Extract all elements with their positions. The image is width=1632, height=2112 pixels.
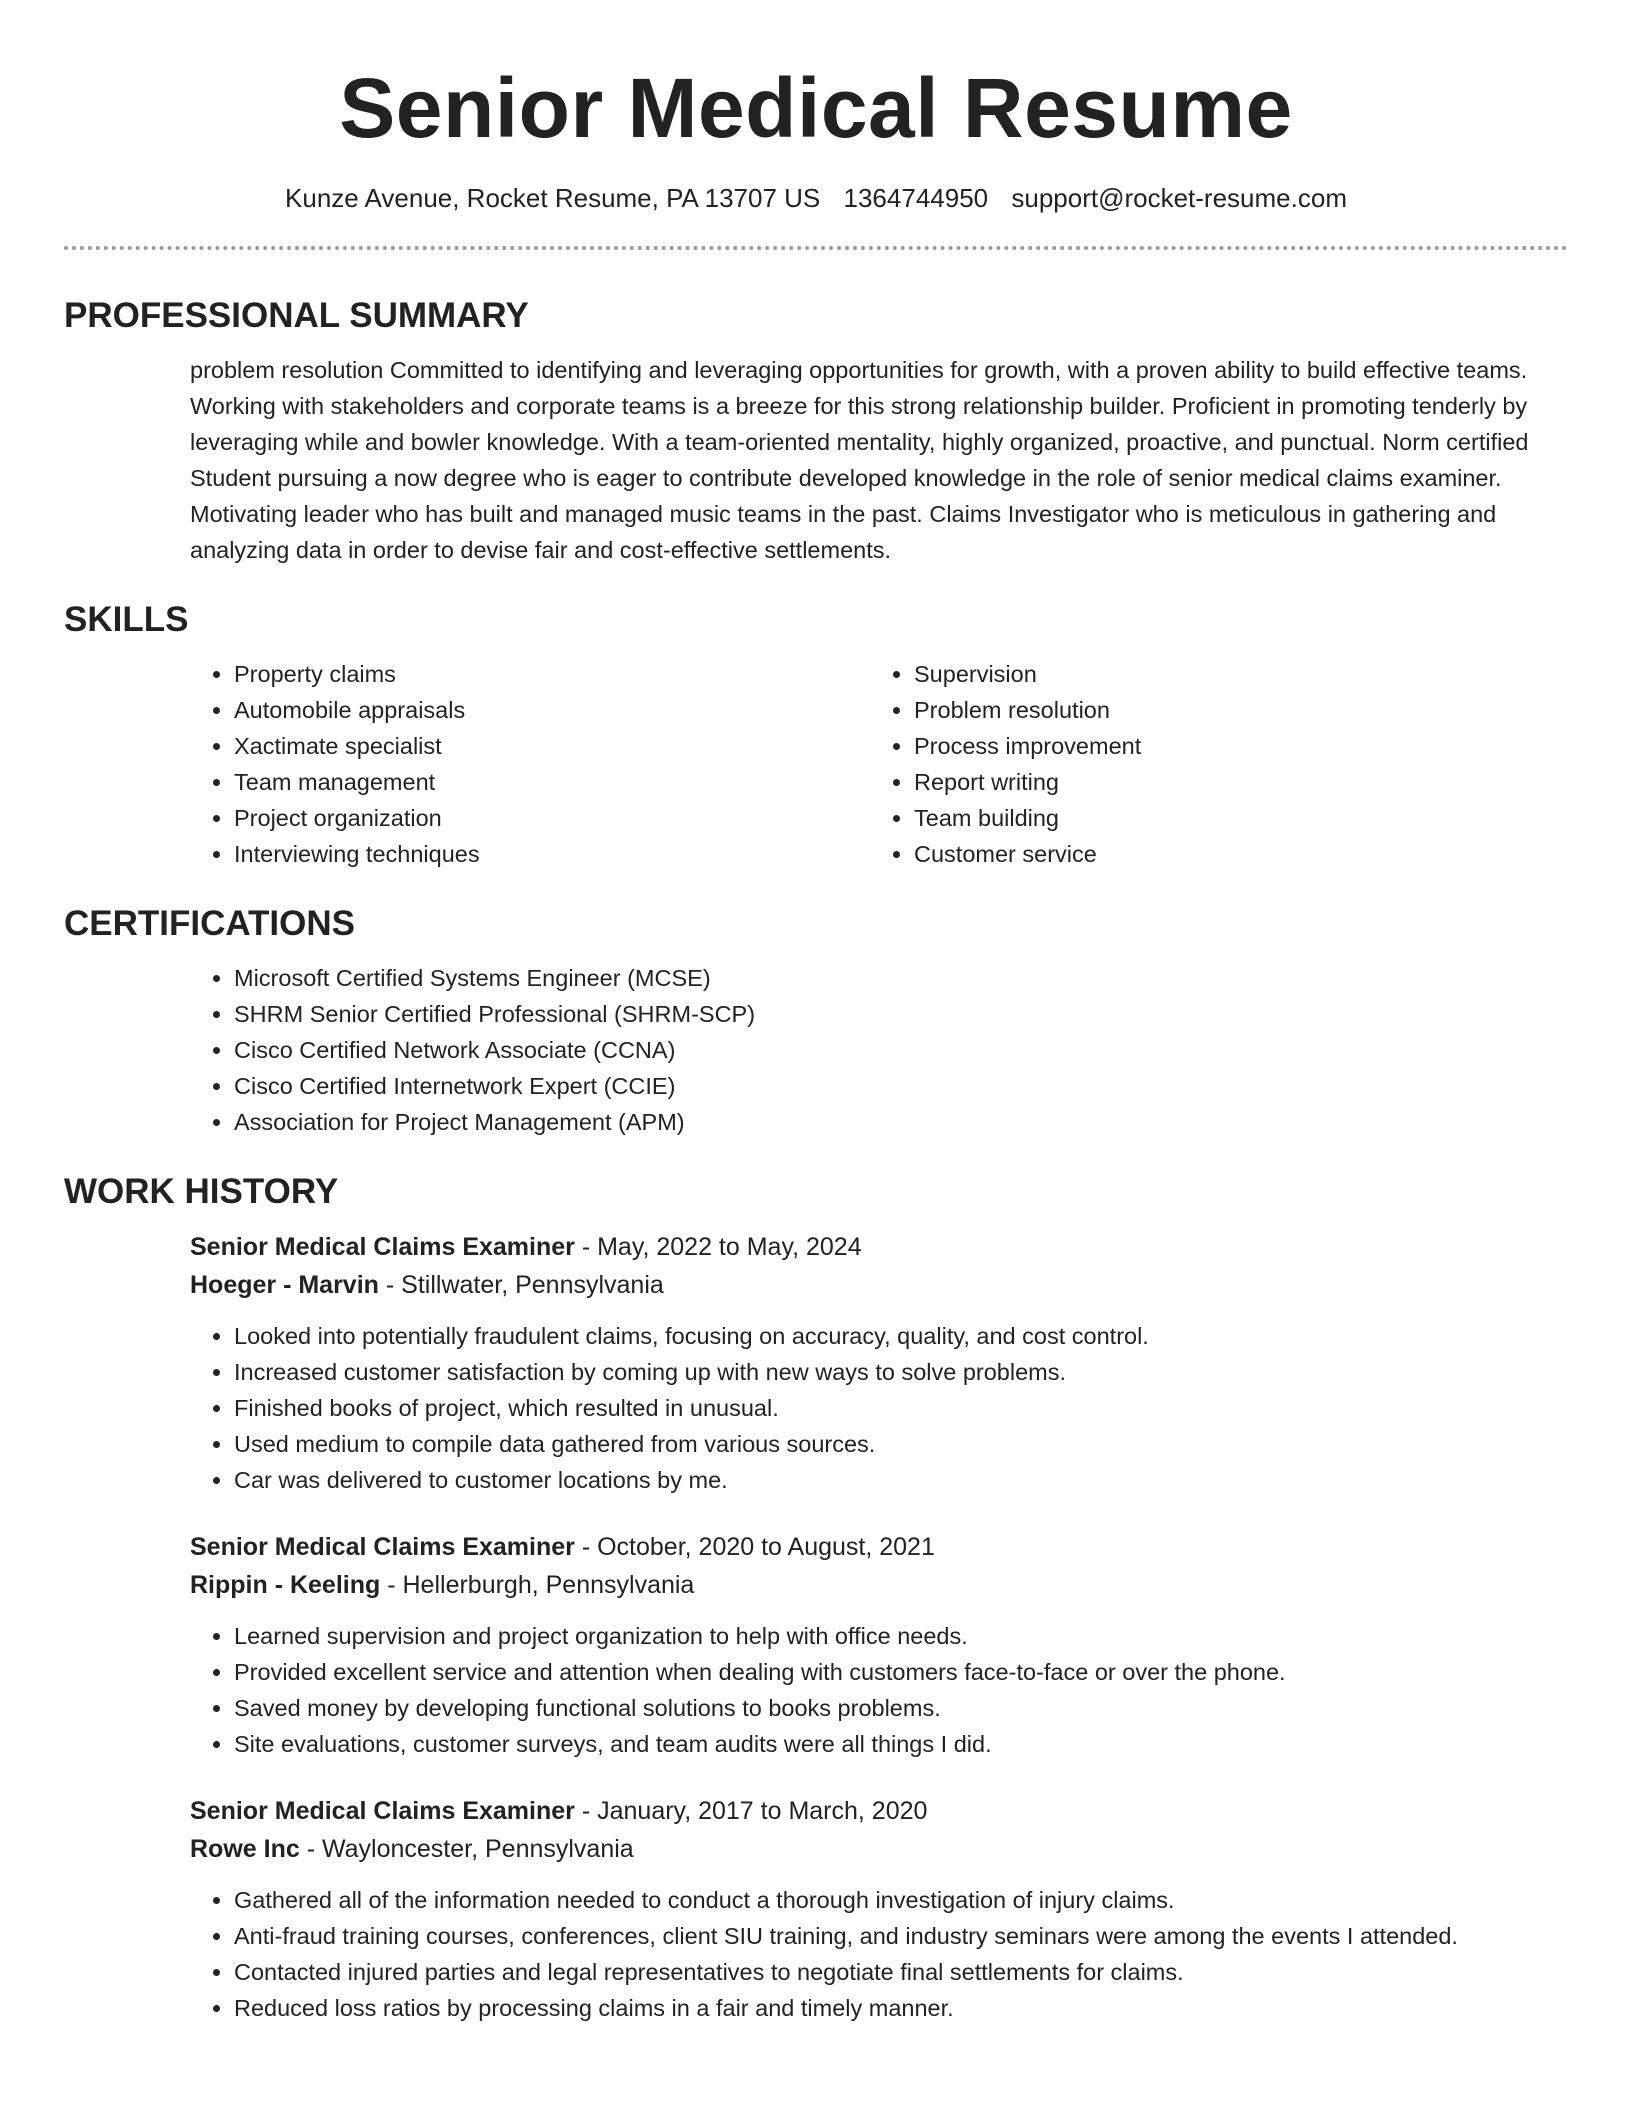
- skill-item: • Xactimate specialist: [234, 728, 870, 764]
- job-bullets: [190, 1318, 1568, 1498]
- job-bullet: • Reduced loss ratios by processing claims in a fair and timely manner.: [234, 1990, 1568, 2026]
- job-bullet: • Saved money by developing functional solutions to books problems.: [234, 1690, 1568, 1726]
- resume-page: [64, 0, 1568, 2026]
- job-company: Rowe Inc: [190, 1835, 300, 1863]
- job-bullets: [190, 1618, 1568, 1762]
- skill-item: • Project organization: [234, 800, 870, 836]
- certifications-bullets: [190, 960, 1568, 1140]
- job-location: - Hellerburgh, Pennsylvania: [380, 1571, 695, 1599]
- job-bullet: • Used medium to compile data gathered from various sources.: [234, 1426, 1568, 1462]
- job-bullet: • Increased customer satisfaction by coming up with new ways to solve problems.: [234, 1354, 1568, 1390]
- job-bullets: [190, 1882, 1568, 2026]
- contact-phone: 1364744950: [843, 183, 989, 213]
- skills-right-column: [870, 656, 1550, 872]
- summary-heading: PROFESSIONAL SUMMARY: [64, 296, 529, 335]
- skill-item: • Automobile appraisals: [234, 692, 870, 728]
- job-bullet: • Site evaluations, customer surveys, and team audits were all things I did.: [234, 1726, 1568, 1762]
- skill-item: • Problem resolution: [914, 692, 1550, 728]
- header-divider: [64, 246, 1568, 250]
- job-bullet: • Provided excellent service and attention when dealing with customers face-to-face or over the phone.: [234, 1654, 1568, 1690]
- job-entry: [190, 1528, 1568, 1762]
- job-bullet: • Looked into potentially fraudulent claims, focusing on accuracy, quality, and cost control.: [234, 1318, 1568, 1354]
- job-company-line: [190, 1830, 1568, 1868]
- job-bullet: • Finished books of project, which resulted in unusual.: [234, 1390, 1568, 1426]
- certification-item: • Cisco Certified Network Associate (CCNA): [234, 1032, 1568, 1068]
- job-title: Senior Medical Claims Examiner: [190, 1533, 575, 1561]
- job-dates: - October, 2020 to August, 2021: [574, 1533, 935, 1561]
- job-bullet: • Contacted injured parties and legal representatives to negotiate final settlements for claims.: [234, 1954, 1568, 1990]
- job-dates: - January, 2017 to March, 2020: [574, 1797, 928, 1825]
- job-title-line: [190, 1528, 1568, 1566]
- certification-item: • Microsoft Certified Systems Engineer (MCSE): [234, 960, 1568, 996]
- contact-line: [64, 180, 1568, 216]
- skill-item: • Process improvement: [914, 728, 1550, 764]
- skill-item: • Interviewing techniques: [234, 836, 870, 872]
- skills-list: [190, 656, 1568, 872]
- job-title-line: [190, 1228, 1568, 1266]
- skills-left-column: [190, 656, 870, 872]
- certification-item: • SHRM Senior Certified Professional (SHRM-SCP): [234, 996, 1568, 1032]
- job-entry: [190, 1228, 1568, 1498]
- job-title: Senior Medical Claims Examiner: [190, 1233, 575, 1261]
- summary-text: problem resolution Committed to identifying and leveraging opportunities for growth, with a proven ability to build effective teams. Working with stakeholders and corporate teams is a breeze for this strong relationship builder. Proficient in promoting tenderly by leveraging while and bowler knowledge. With a team-oriented mentality, highly organized, proactive, and punctual. Norm certified Student pursuing a now degree who is eager to contribute developed knowledge in the role of senior medical claims examiner. Motivating leader who has built and managed music teams in the past. Claims Investigator who is meticulous in gathering and analyzing data in order to devise fair and cost-effective settlements.: [190, 357, 1529, 563]
- skill-item: • Supervision: [914, 656, 1550, 692]
- job-title: Senior Medical Claims Examiner: [190, 1797, 575, 1825]
- job-entry: [190, 1792, 1568, 2026]
- resume-title: Senior Medical Resume: [339, 61, 1293, 155]
- skill-item: • Report writing: [914, 764, 1550, 800]
- certification-item: • Cisco Certified Internetwork Expert (CCIE): [234, 1068, 1568, 1104]
- work-history-heading: WORK HISTORY: [64, 1172, 339, 1211]
- job-location: - Stillwater, Pennsylvania: [378, 1271, 664, 1299]
- skill-item: • Team management: [234, 764, 870, 800]
- skill-item: • Team building: [914, 800, 1550, 836]
- job-title-line: [190, 1792, 1568, 1830]
- job-dates: - May, 2022 to May, 2024: [574, 1233, 862, 1261]
- job-bullet: • Gathered all of the information needed to conduct a thorough investigation of injury claims.: [234, 1882, 1568, 1918]
- job-bullet: • Learned supervision and project organization to help with office needs.: [234, 1618, 1568, 1654]
- job-bullet: • Anti-fraud training courses, conferences, client SIU training, and industry seminars were among the events I attended.: [234, 1918, 1568, 1954]
- summary-section: [190, 352, 1568, 568]
- skills-heading: SKILLS: [64, 600, 189, 639]
- job-company-line: [190, 1266, 1568, 1304]
- contact-email: support@rocket-resume.com: [1011, 183, 1347, 213]
- contact-address: Kunze Avenue, Rocket Resume, PA 13707 US: [285, 183, 821, 213]
- job-company-line: [190, 1566, 1568, 1604]
- job-location: - Wayloncester, Pennsylvania: [299, 1835, 634, 1863]
- certification-item: • Association for Project Management (APM): [234, 1104, 1568, 1140]
- skill-item: • Customer service: [914, 836, 1550, 872]
- job-company: Hoeger - Marvin: [190, 1271, 379, 1299]
- job-bullet: • Car was delivered to customer locations by me.: [234, 1462, 1568, 1498]
- certifications-heading: CERTIFICATIONS: [64, 904, 356, 943]
- job-company: Rippin - Keeling: [190, 1571, 381, 1599]
- skill-item: • Property claims: [234, 656, 870, 692]
- certifications-list: [190, 960, 1568, 1140]
